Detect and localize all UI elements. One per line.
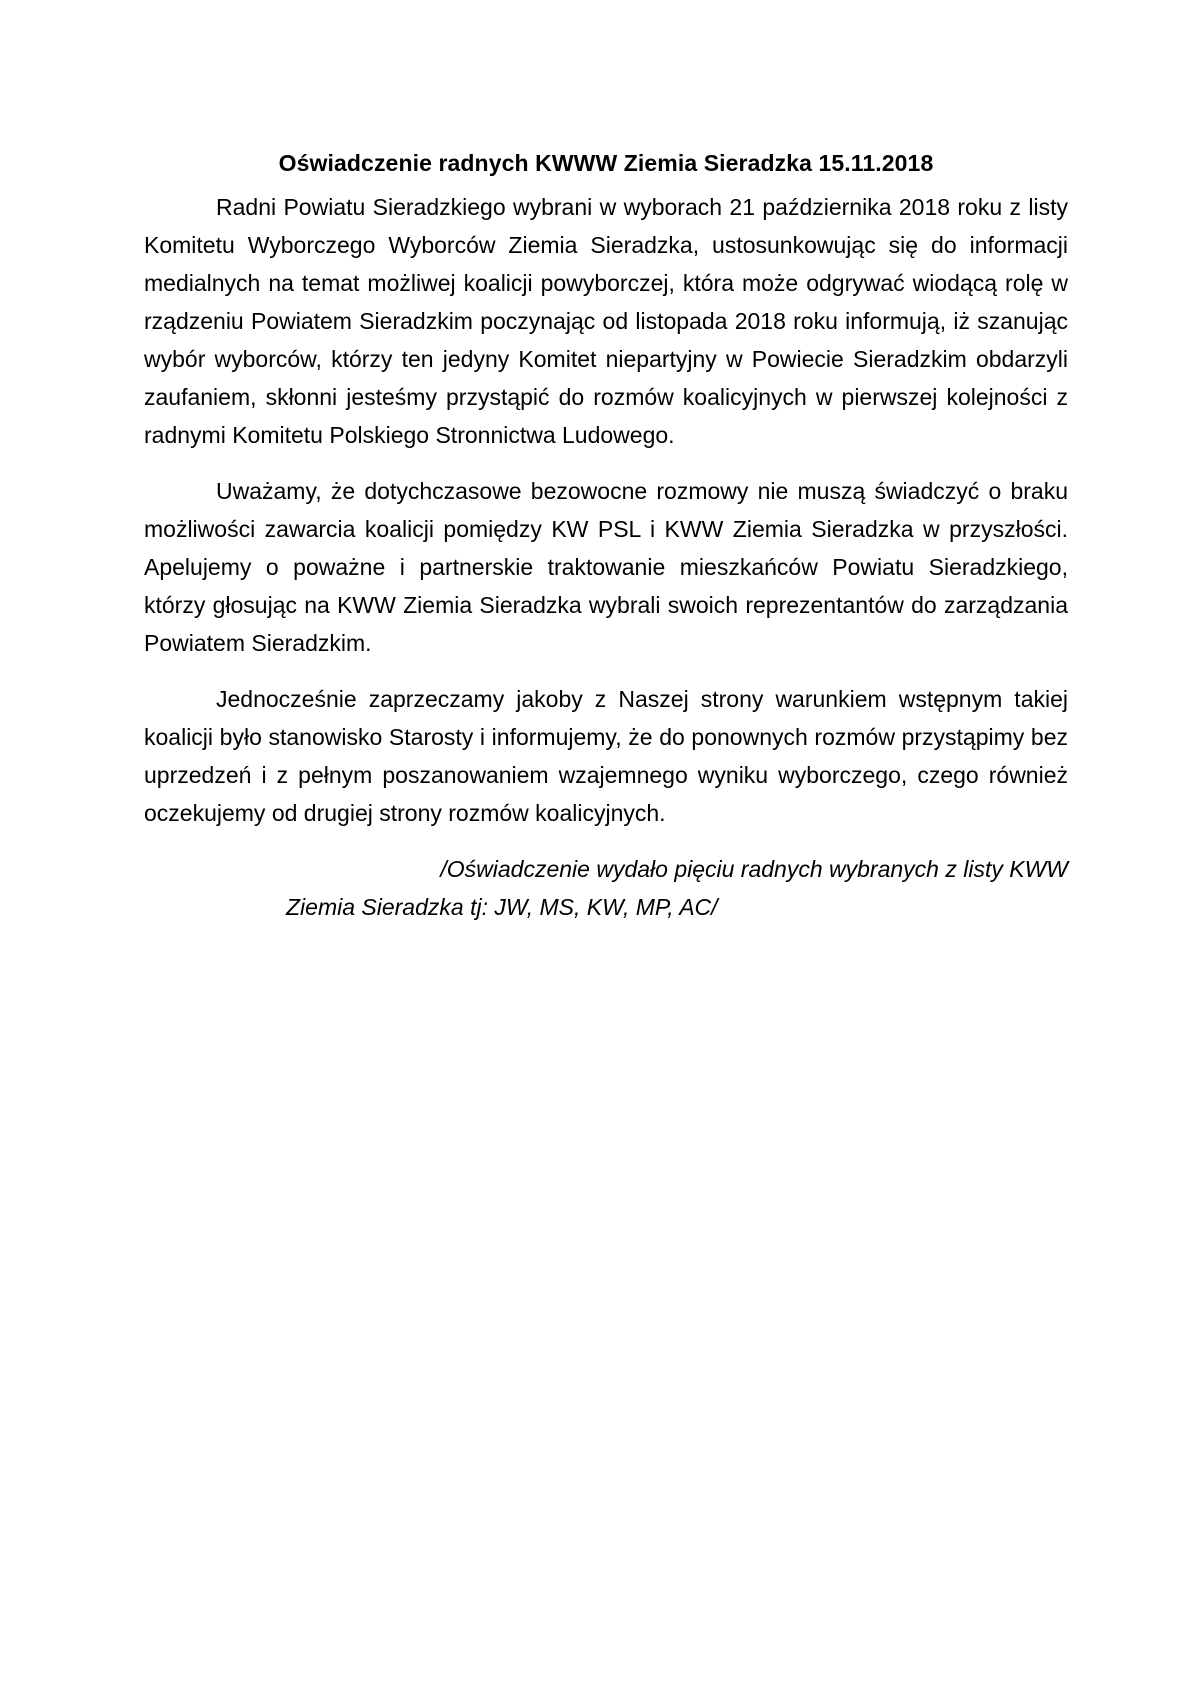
paragraph-1: Radni Powiatu Sieradzkiego wybrani w wyborach 21 października 2018 roku z listy Komitetu Wyborczego Wyborców Ziemia Sieradzka, ustosunkowując się do informacji medialnych na temat możliwej koalicji powyborczej, która może odgrywać wiodącą rolę w rządzeniu Powiatem Sieradzkim poczynając od listopada 2018 roku informują, iż szanując wybór wyborców, którzy ten jedyny Komitet niepartyjny w Powiecie Sieradzkim obdarzyli zaufaniem, skłonni jesteśmy przystąpić do rozmów koalicyjnych w pierwszej kolejności z radnymi Komitetu Polskiego Stronnictwa Ludowego. [144,194,1068,448]
signature-line-2: Ziemia Sieradzka tj: JW, MS, KW, MP, AC/ [286,894,718,920]
signature-line-1: /Oświadczenie wydało pięciu radnych wybranych z listy KWW [440,856,1068,882]
paragraph-2: Uważamy, że dotychczasowe bezowocne rozmowy nie muszą świadczyć o braku możliwości zawarcia koalicji pomiędzy KW PSL i KWW Ziemia Sieradzka w przyszłości. Apelujemy o poważne i partnerskie traktowanie mieszkańców Powiatu Sieradzkiego, którzy głosując na KWW Ziemia Sieradzka wybrali swoich reprezentantów do zarządzania Powiatem Sieradzkim. [144,478,1068,656]
paragraph-3: Jednocześnie zaprzeczamy jakoby z Naszej strony warunkiem wstępnym takiej koalicji było stanowisko Starosty i informujemy, że do ponownych rozmów przystąpimy bez uprzedzeń i z pełnym poszanowaniem wzajemnego wyniku wyborczego, czego również oczekujemy od drugiej strony rozmów koalicyjnych. [144,686,1068,826]
signature-block [144,850,1068,926]
document-body [144,146,1068,926]
document-title: Oświadczenie radnych KWWW Ziemia Sieradzka 15.11.2018 [278,150,934,176]
